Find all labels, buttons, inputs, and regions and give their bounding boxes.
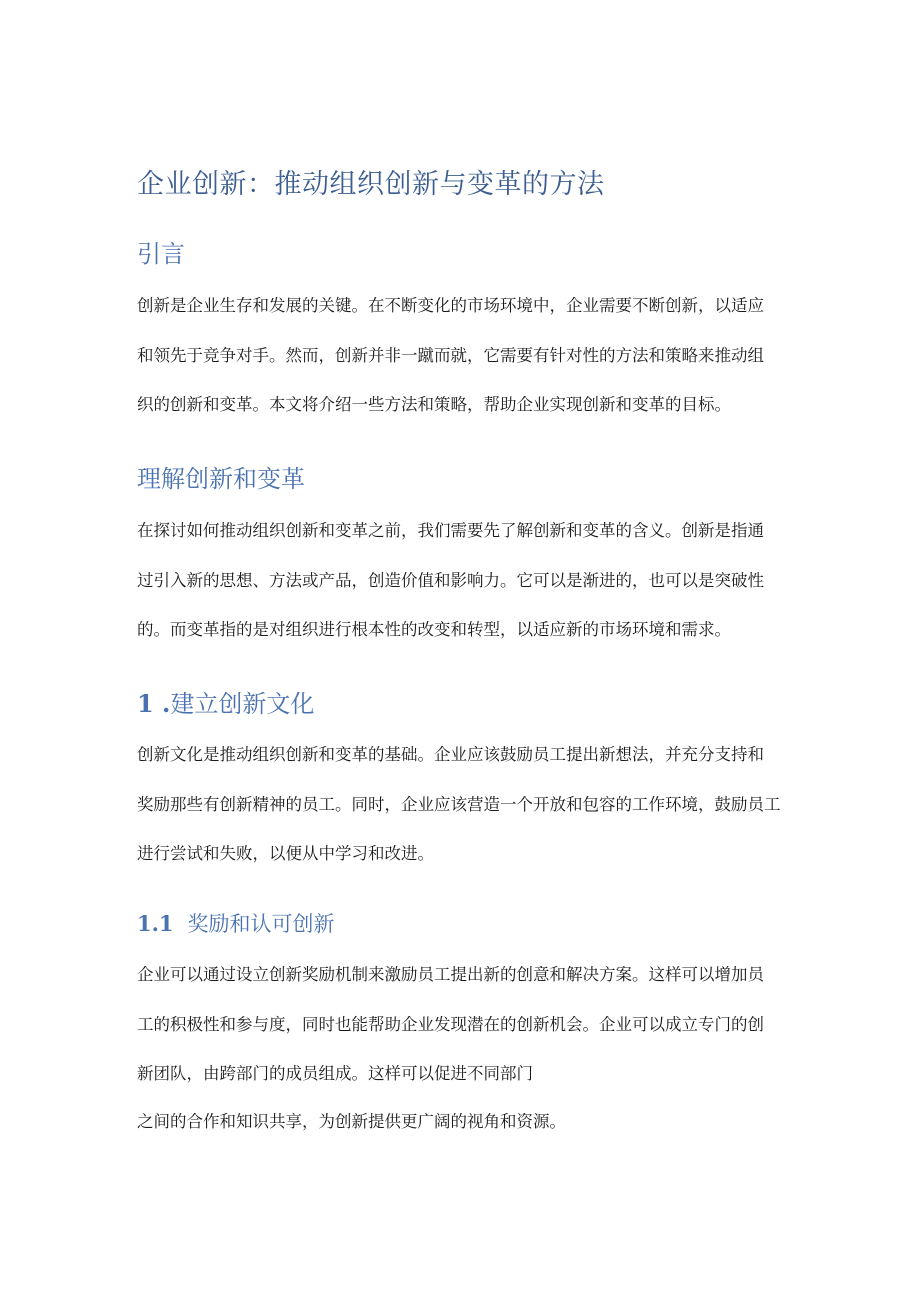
intro-paragraph-line: 织的创新和变革。本文将介绍一些方法和策略，帮助企业实现创新和变革的目标。 <box>137 395 731 414</box>
reward-paragraph-line: 工的积极性和参与度，同时也能帮助企业发现潜在的创新机会。企业可以成立专门的创 <box>137 1015 764 1034</box>
understand-paragraph-line: 过引入新的思想、方法或产品，创造价值和影响力。它可以是渐进的，也可以是突破性 <box>137 571 764 590</box>
understand-paragraph-line: 的。而变革指的是对组织进行根本性的改变和转型，以适应新的市场环境和需求。 <box>137 620 731 639</box>
intro-paragraph-line: 和领先于竞争对手。然而，创新并非一蹴而就，它需要有针对性的方法和策略来推动组 <box>137 346 764 365</box>
intro-paragraph-line: 创新是企业生存和发展的关键。在不断变化的市场环境中，企业需要不断创新，以适应 <box>137 296 764 315</box>
understand-heading: 理解创新和变革 <box>137 465 305 493</box>
culture-paragraph-line: 创新文化是推动组织创新和变革的基础。企业应该鼓励员工提出新想法，并充分支持和 <box>137 745 764 764</box>
reward-heading-text: 奖励和认可创新 <box>187 912 335 936</box>
culture-heading-text: 建立创新文化 <box>170 690 315 718</box>
reward-heading-number: 1.1 <box>137 911 174 936</box>
culture-heading-number: 1 . <box>137 689 171 718</box>
reward-paragraph-line: 企业可以通过设立创新奖励机制来激励员工提出新的创意和解决方案。这样可以增加员 <box>137 965 764 984</box>
understand-paragraph-line: 在探讨如何推动组织创新和变革之前，我们需要先了解创新和变革的含义。创新是指通 <box>137 521 764 540</box>
reward-paragraph-line: 新团队，由跨部门的成员组成。这样可以促进不同部门 <box>137 1064 533 1083</box>
culture-paragraph-line: 进行尝试和失败，以便从中学习和改进。 <box>137 844 434 863</box>
culture-heading <box>137 684 314 719</box>
reward-heading <box>137 908 335 938</box>
intro-heading: 引言 <box>137 240 185 268</box>
reward-paragraph-line: 之间的合作和知识共享，为创新提供更广阔的视角和资源。 <box>137 1112 566 1131</box>
culture-paragraph-line: 奖励那些有创新精神的员工。同时，企业应该营造一个开放和包容的工作环境，鼓励员工 <box>137 795 781 814</box>
document-title: 企业创新：推动组织创新与变革的方法 <box>137 169 605 200</box>
